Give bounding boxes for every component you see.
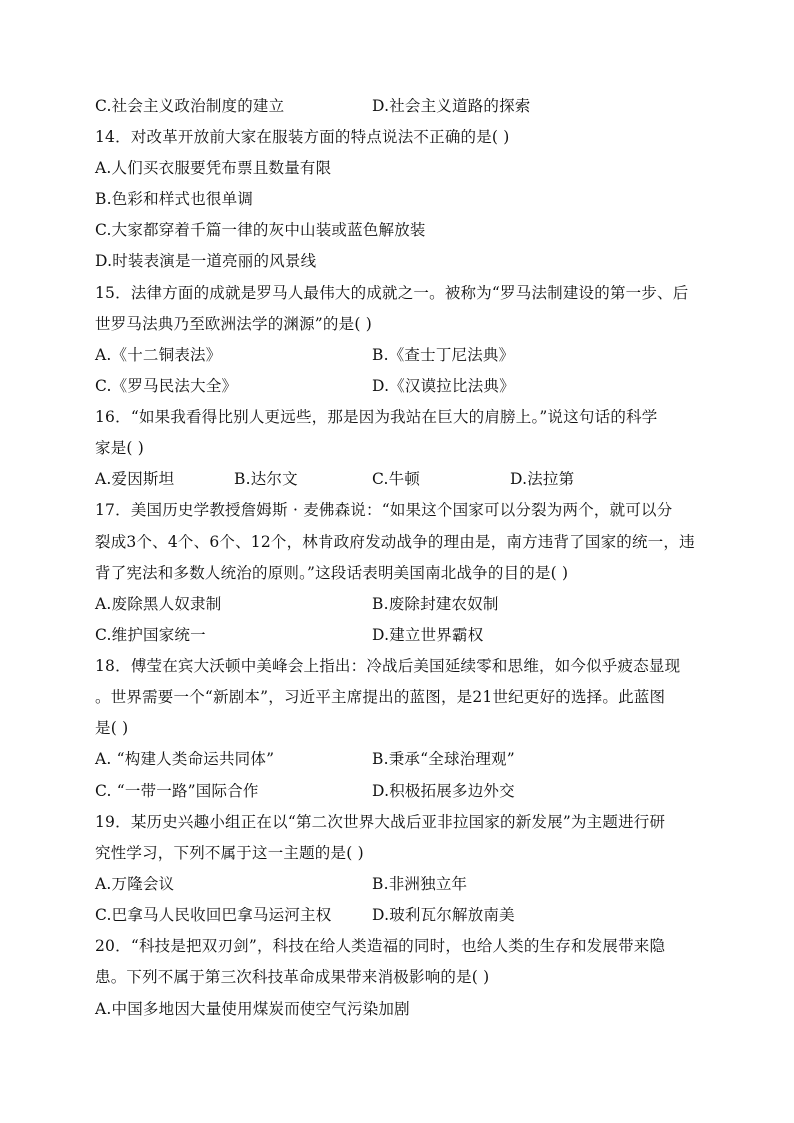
q13-option-d: D.社会主义道路的探索 [372,97,531,115]
q15-stem-line1: 15．法律方面的成就是罗马人最伟大的成就之一。被称为“罗马法制建设的第一步、后 [95,284,689,302]
q18-stem-line3: 是( ) [95,719,129,737]
q17-option-c: C.维护国家统一 [95,626,206,644]
q15-option-c: C.《罗马民法大全》 [95,377,238,395]
q19-option-b: B.非洲独立年 [372,875,468,893]
q18-option-b: B.秉承“全球治理观” [372,750,515,768]
q19-stem-line1: 19．某历史兴趣小组正在以“第二次世界大战后亚非拉国家的新发展”为主题进行研 [95,813,666,831]
q17-option-b: B.废除封建农奴制 [372,595,499,613]
q14-option-a: A.人们买衣服要凭布票且数量有限 [95,159,332,177]
q16-option-a: A.爱因斯坦 [95,470,175,488]
q16-stem-line2: 家是( ) [95,439,145,457]
q16-option-b: B.达尔文 [234,470,298,488]
q17-option-a: A.废除黑人奴隶制 [95,595,222,613]
q19-option-c: C.巴拿马人民收回巴拿马运河主权 [95,906,332,924]
q15-option-d: D.《汉谟拉比法典》 [372,377,515,395]
q20-stem-line2: 患。下列不属于第三次科技革命成果带来消极影响的是( ) [95,968,490,986]
q14-stem: 14．对改革开放前大家在服装方面的特点说法不正确的是( ) [95,128,510,146]
q17-option-d: D.建立世界霸权 [372,626,484,644]
q13-option-c: C.社会主义政治制度的建立 [95,97,285,115]
q19-option-d: D.玻利瓦尔解放南美 [372,906,515,924]
q14-option-d: D.时装表演是一道亮丽的风景线 [95,252,317,270]
q15-option-a: A.《十二铜表法》 [95,346,222,364]
q19-stem-line2: 究性学习，下列不属于这一主题的是( ) [95,844,364,862]
q16-option-c: C.牛顿 [372,470,421,488]
q16-option-d: D.法拉第 [510,470,575,488]
q18-stem-line2: 。世界需要一个“新剧本”，习近平主席提出的蓝图，是21世纪更好的选择。此蓝图 [95,688,666,706]
q17-stem-line3: 背了宪法和多数人统治的原则。”这段话表明美国南北战争的目的是( ) [95,564,569,582]
q20-option-a: A.中国多地因大量使用煤炭而使空气污染加剧 [95,1000,410,1018]
q18-option-d: D.积极拓展多边外交 [372,782,515,800]
q16-stem-line1: 16．“如果我看得比别人更远些，那是因为我站在巨大的肩膀上。”说这句话的科学 [95,408,658,426]
q15-stem-line2: 世罗马法典乃至欧洲法学的渊源”的是( ) [95,315,372,333]
q20-stem-line1: 20．“科技是把双刃剑”，科技在给人类造福的同时，也给人类的生存和发展带来隐 [95,937,666,955]
q17-stem-line1: 17．美国历史学教授詹姆斯 · 麦佛森说：“如果这个国家可以分裂为两个，就可以分 [95,501,673,519]
q15-option-b: B.《查士丁尼法典》 [372,346,515,364]
q18-option-c: C. “一带一路”国际合作 [95,782,259,800]
q14-option-b: B.色彩和样式也很单调 [95,190,254,208]
q17-stem-line2: 裂成3个、4个、6个、12个，林肯政府发动战争的理由是，南方违背了国家的统一，违 [95,533,695,551]
q18-stem-line1: 18．傅莹在宾大沃顿中美峰会上指出：冷战后美国延续零和思维，如今似乎疲态显现 [95,657,681,675]
q18-option-a: A. “构建人类命运共同体” [95,750,275,768]
q19-option-a: A.万隆会议 [95,875,175,893]
q14-option-c: C.大家都穿着千篇一律的灰中山装或蓝色解放装 [95,221,426,239]
